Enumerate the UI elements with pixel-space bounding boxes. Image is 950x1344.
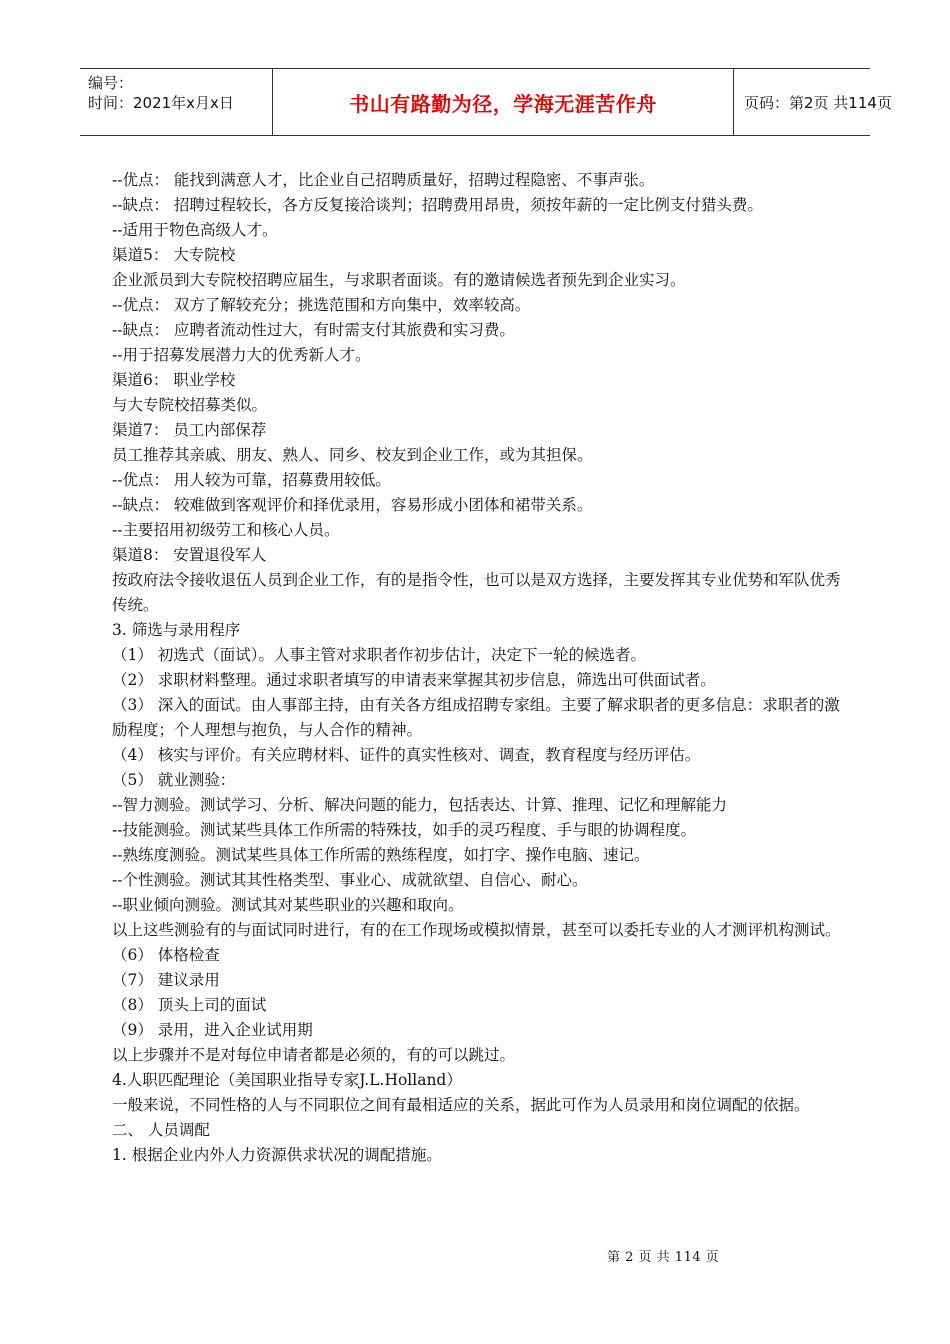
body-paragraph: （3） 深入的面试。由人事部主持，由有关各方组成招聘专家组。主要了解求职者的更多信息：求职者的激励程度；个人理想与抱负，与人合作的精神。	[112, 696, 840, 739]
body-paragraph: --缺点： 应聘者流动性过大，有时需支付其旅费和实习费。	[112, 321, 515, 339]
body-paragraph: （1） 初选式（面试）。人事主管对求职者作初步估计，决定下一轮的候选者。	[112, 646, 647, 664]
body-paragraph: --技能测验。测试某些具体工作所需的特殊技，如手的灵巧程度、手与眼的协调程度。	[112, 821, 696, 839]
body-paragraph: --适用于物色高级人才。	[112, 221, 278, 239]
body-paragraph: （7） 建议录用	[112, 971, 220, 989]
body-paragraph: （2） 求职材料整理。通过求职者填写的申请表来掌握其初步信息，筛选出可供面试者。	[112, 671, 716, 689]
body-paragraph: --主要招用初级劳工和核心人员。	[112, 521, 340, 539]
header-page-number: 页码：第2页 共114页	[744, 93, 892, 112]
body-paragraph: 员工推荐其亲戚、朋友、熟人、同乡、校友到企业工作，或为其担保。	[112, 446, 593, 464]
body-paragraph: 渠道5： 大专院校	[112, 246, 236, 264]
body-paragraph: 渠道7： 员工内部保荐	[112, 421, 267, 439]
page-footer: 第 2 页 共 114 页	[607, 1250, 720, 1265]
body-paragraph: 二、 人员调配	[112, 1121, 210, 1139]
body-paragraph: --缺点： 较难做到客观评价和择优录用，容易形成小团体和裙带关系。	[112, 496, 593, 514]
body-paragraph: 以上步骤并不是对每位申请者都是必须的，有的可以跳过。	[112, 1046, 516, 1064]
body-paragraph: （6） 体格检查	[112, 946, 220, 964]
body-paragraph: （9） 录用，进入企业试用期	[112, 1021, 313, 1039]
body-paragraph: 按政府法令接收退伍人员到企业工作，有的是指令性，也可以是双方选择，主要发挥其专业优势和军队优秀传统。	[112, 571, 841, 614]
body-paragraph: 与大专院校招募类似。	[112, 396, 268, 414]
body-paragraph: 渠道8： 安置退役军人	[112, 546, 267, 564]
body-paragraph: --用于招募发展潜力大的优秀新人才。	[112, 346, 371, 364]
body-paragraph: --优点： 用人较为可靠，招募费用较低。	[112, 471, 391, 489]
doc-number-label: 编号：	[88, 74, 134, 92]
body-paragraph: 3. 筛选与录用程序	[112, 621, 241, 639]
header-meta	[80, 69, 272, 135]
body-paragraph: 4.人职匹配理论（美国职业指导专家J.L.Holland）	[112, 1071, 462, 1089]
page-header	[80, 68, 892, 136]
body-paragraph: --优点： 能找到满意人才，比企业自己招聘质量好，招聘过程隐密、不事声张。	[112, 171, 655, 189]
body-paragraph: （8） 顶头上司的面试	[112, 996, 267, 1014]
header-motto: 书山有路勤为径，学海无涯苦作舟	[349, 91, 657, 116]
body-paragraph: --职业倾向测验。测试其对某些职业的兴趣和取向。	[112, 896, 464, 914]
document-body	[112, 168, 850, 1168]
body-paragraph: 以上这些测验有的与面试同时进行，有的在工作现场或模拟情景，甚至可以委托专业的人才测评机构测试。	[112, 921, 841, 939]
body-paragraph: --个性测验。测试其其性格类型、事业心、成就欲望、自信心、耐心。	[112, 871, 588, 889]
body-paragraph: --缺点： 招聘过程较长，各方反复接洽谈判；招聘费用昂贵，须按年薪的一定比例支付猎头费。	[112, 196, 763, 214]
body-paragraph: 企业派员到大专院校招聘应届生，与求职者面谈。有的邀请候选者预先到企业实习。	[112, 271, 686, 289]
body-paragraph: 渠道6： 职业学校	[112, 371, 236, 389]
body-paragraph: （5） 就业测验：	[112, 771, 236, 789]
body-paragraph: 一般来说，不同性格的人与不同职位之间有最相适应的关系，据此可作为人员录用和岗位调配的依据。	[112, 1096, 810, 1114]
body-paragraph: （4） 核实与评价。有关应聘材料、证件的真实性核对、调查，教育程度与经历评估。	[112, 746, 701, 764]
doc-date: 时间：2021年x月x日	[88, 94, 234, 112]
body-paragraph: 1. 根据企业内外人力资源供求状况的调配措施。	[112, 1146, 442, 1164]
body-paragraph: --智力测验。测试学习、分析、解决问题的能力，包括表达、计算、推理、记忆和理解能力	[112, 796, 727, 814]
body-paragraph: --熟练度测验。测试某些具体工作所需的熟练程度，如打字、操作电脑、速记。	[112, 846, 650, 864]
header-motto-cell	[272, 69, 734, 135]
body-paragraph: --优点： 双方了解较充分；挑选范围和方向集中，效率较高。	[112, 296, 531, 314]
